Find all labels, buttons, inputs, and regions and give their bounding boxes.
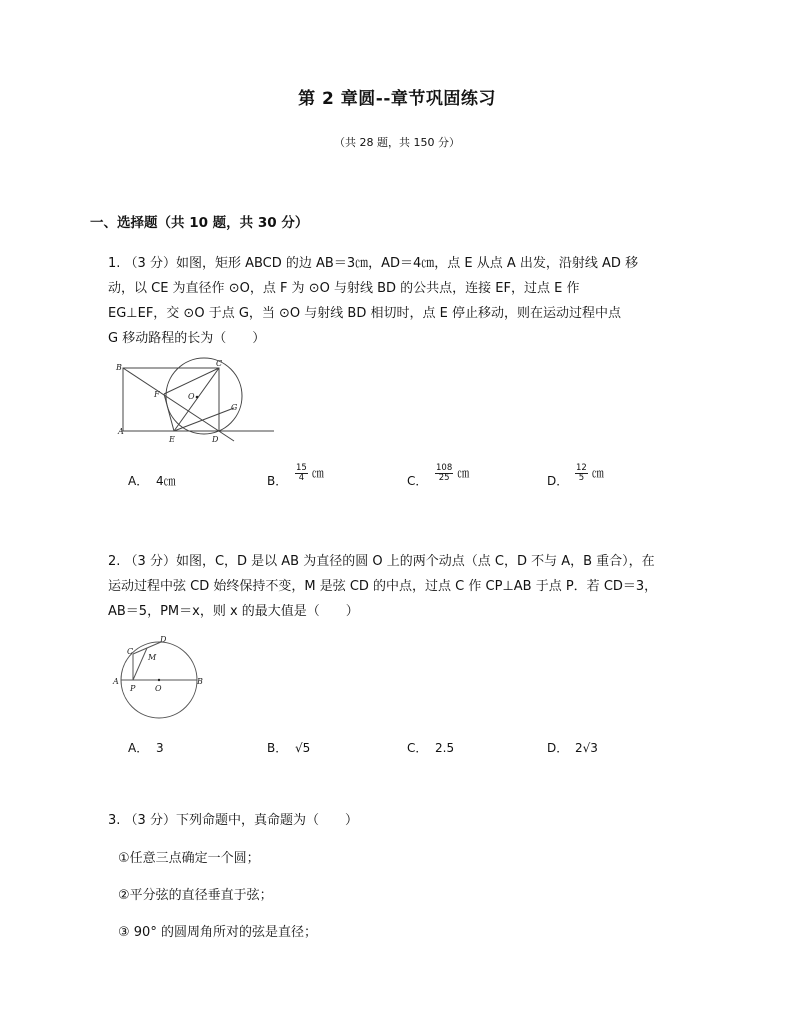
label-f: F [154,390,160,399]
q3-statement-2: ②平分弦的直径垂直于弦； [118,888,273,903]
q2-option-c[interactable]: C． 2.5 [407,741,455,755]
q2-option-a[interactable]: A． 3 [128,741,164,755]
q1-option-c[interactable]: C． $\frac{108}{25}$ ㎝ [407,463,470,488]
segment-ef [164,394,174,431]
question-1-line-2: 动，以 CE 为直径作 ⊙O，点 F 为 ⊙O 与射线 BD 的公共点，连接 EF，过点 E 作 [108,281,580,296]
label-c: C [216,359,223,368]
label-p: P [130,684,136,693]
q3-statement-3: ③ 90° 的圆周角所对的弦是直径； [118,925,317,940]
label-o: O [155,684,162,693]
ray-bd [123,368,234,441]
label-d: D [160,635,167,644]
question-3-text: 3. （3 分）下列命题中，真命题为（ ） [108,813,358,828]
question-1-text [108,251,698,351]
diameter-ce [174,368,219,431]
label-b: B [197,677,203,686]
question-1-figure [112,356,282,446]
page-subtitle: （共 28 题，共 150 分） [334,136,460,149]
question-1-line-4: G 移动路程的长为（ ） [108,331,266,346]
q1-option-d[interactable]: D． $\frac{12}{5}$ ㎝ [547,463,604,488]
section-heading: 一、选择题（共 10 题，共 30 分） [90,215,309,231]
question-2-line-3: AB＝5，PM＝x，则 x 的最大值是（ ） [108,604,359,619]
question-2-line-1: 2. （3 分）如图，C，D 是以 AB 为直径的圆 O 上的两个动点（点 C，D 不与 A，B 重合），在 [108,554,655,569]
q2-option-b[interactable]: B． √5 [267,741,311,755]
label-a: A [118,427,124,436]
question-2-line-2: 运动过程中弦 CD 始终保持不变，M 是弦 CD 的中点，过点 C 作 CP⊥AB 于点 P．若 CD＝3， [108,579,658,594]
center-point-o [196,396,199,399]
label-c: C [127,647,134,656]
q2-option-d[interactable]: D． 2√3 [547,741,598,755]
page-title: 第 2 章圆--章节巩固练习 [298,89,496,109]
label-o: O [188,392,195,401]
circle-o [166,358,242,434]
question-2-figure [112,634,207,719]
label-m: M [148,653,157,662]
question-1-line-3: EG⊥EF，交 ⊙O 于点 G，当 ⊙O 与射线 BD 相切时，点 E 停止移动，则在运动过程中点 [108,306,621,321]
label-b: B [116,363,122,372]
label-d: D [212,435,219,444]
label-a: A [113,677,119,686]
label-e: E [169,435,175,444]
segment-fc [164,368,219,394]
q1-option-b[interactable]: B． $\frac{15}{4}$ ㎝ [267,463,324,488]
label-g: G [231,403,238,412]
center-point-o [158,679,160,681]
question-1-line-1: 1. （3 分）如图，矩形 ABCD 的边 AB＝3㎝，AD＝4㎝，点 E 从点 A 出发，沿射线 AD 移 [108,256,639,271]
q3-statement-1: ①任意三点确定一个圆； [118,851,260,866]
q1-option-a[interactable]: A． 4㎝ [128,474,176,488]
question-2-text [108,549,698,624]
